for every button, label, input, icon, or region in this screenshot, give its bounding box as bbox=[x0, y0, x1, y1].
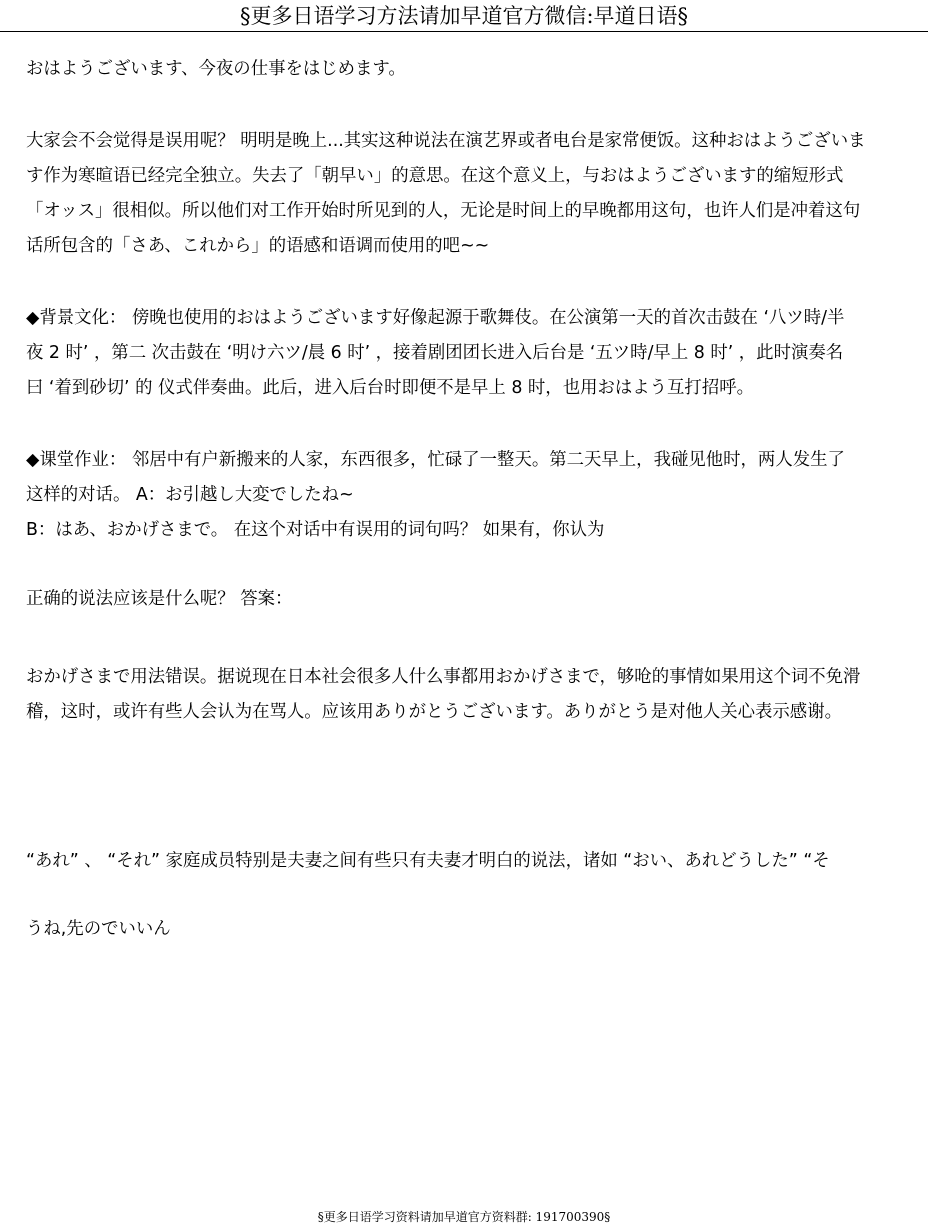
answer-paragraph bbox=[26, 660, 926, 730]
text-line: 夜 2 时’ ，第二 次击鼓在 ‘明け六ツ/晨 6 时’ ，接着剧团团长进入后台是 ‘五ツ時/早上 8 时’ ，此时演奏名 bbox=[26, 343, 844, 363]
background-culture-paragraph bbox=[26, 301, 926, 406]
text-line: B：はあ、おかげさまで。 在这个对话中有误用的词句吗？ 如果有，你认为 bbox=[26, 520, 605, 540]
text-line: おかげさまで用法错误。据说现在日本社会很多人什么事都用おかげさまで，够呛的事情如果用这个词不免滑 bbox=[26, 667, 861, 687]
text-line: ◆背景文化： 傍晚也使用的おはようございます好像起源于歌舞伎。在公演第一天的首次击鼓在 ‘八ツ時/半 bbox=[26, 308, 845, 328]
are-sore-paragraph-line-2 bbox=[26, 912, 926, 947]
text-line: 正确的说法应该是什么呢？ 答案： bbox=[26, 589, 293, 609]
text-line: “あれ” 、 “それ” 家庭成员特别是夫妻之间有些只有夫妻才明白的说法，诸如 “おい、あれどうした” “そ bbox=[26, 851, 830, 871]
text-line: す作为寒暄语已经完全独立。失去了「朝早い」的意思。在这个意义上，与おはようございます的缩短形式 bbox=[26, 166, 844, 186]
text-line: おはようございます、今夜の仕事をはじめます。 bbox=[26, 59, 406, 79]
text-line: ◆课堂作业： 邻居中有户新搬来的人家，东西很多，忙碌了一整天。第二天早上，我碰见他时，两人发生了 bbox=[26, 450, 845, 470]
explanation-paragraph bbox=[26, 124, 926, 264]
text-line: うね,先のでいいん bbox=[26, 919, 171, 939]
greeting-paragraph bbox=[26, 52, 926, 87]
are-sore-paragraph-line-1 bbox=[26, 844, 926, 879]
text-line: 话所包含的「さあ、これから」的语感和语调而使用的吧~~ bbox=[26, 236, 490, 256]
text-line: 这样的对话。 A：お引越し大変でしたね~ bbox=[26, 485, 354, 505]
page-header: §更多日语学习方法请加早道官方微信:早道日语§ bbox=[0, 0, 928, 32]
text-line: 「オッス」很相似。所以他们对工作开始时所见到的人，无论是时间上的早晚都用这句，也许人们是冲着这句 bbox=[26, 201, 861, 221]
question-paragraph bbox=[26, 582, 926, 617]
page-footer: §更多日语学习资料请加早道官方资料群: 191700390§ bbox=[317, 1210, 611, 1224]
text-line: 大家会不会觉得是误用呢？ 明明是晚上...其实这种说法在演艺界或者电台是家常便饭。这种おはようございま bbox=[26, 131, 866, 151]
text-line: 稽，这时，或许有些人会认为在骂人。应该用ありがとうございます。ありがとう是对他人关心表示感谢。 bbox=[26, 702, 842, 722]
text-line: 曰 ‘着到砂切’ 的 仪式伴奏曲。此后，进入后台时即便不是早上 8 时，也用おはよう互打招呼。 bbox=[26, 378, 754, 398]
homework-paragraph bbox=[26, 443, 926, 548]
